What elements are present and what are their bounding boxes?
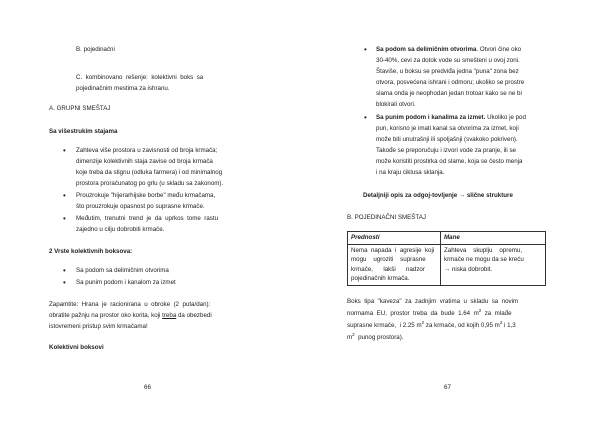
page-number-left: 66 (144, 384, 151, 391)
bullet-dot: • (364, 113, 367, 122)
bullet-3-line2: zajedno u cilju dobrobiti krmače. (76, 226, 165, 233)
right-item-1-line2: 30-40%, cevi za dotok vode su smešteni u ovoj zoni. (376, 57, 520, 64)
note-line3: istovremeni pristup svim krmačama! (49, 323, 148, 330)
variant-2: Sa punim podom i kanalom za izmet (76, 279, 176, 286)
subhead-multi-stalls: Sa višestrukim stajama (49, 128, 118, 135)
right-item-1-line1: Sa podom sa delimičnim otvorima. Otvori čine oko (376, 46, 522, 53)
right-item-2-line2: pun, korisno je imati kanal sa otvorima za izmet, koji (376, 125, 519, 132)
right-item-2-line1: Sa punim podom i kanalima za izmet. Ukoliko je pod (376, 114, 526, 121)
option-b: B. pojedinačni (76, 46, 115, 53)
pros-cons-table (347, 231, 546, 286)
bullet-1-line4: prostora proračunatog po grlu (u skladu sa zakonom). (76, 180, 224, 187)
right-item-1-line5: slama onda je neophodan jedan trotoar kako se ne bi (376, 90, 522, 97)
bullet-dot: • (63, 191, 66, 200)
section-b-heading: B. POJEDINAČNI SMEŠTAJ (347, 214, 426, 221)
option-c-line1: C. kombinovano rešenje: kolektivni boks sa (76, 74, 204, 81)
right-item-2-line4: Takođe se preporučuju i izvori vode za pranje, ili se (376, 147, 516, 154)
bullet-1-line1: Zahteva više prostora u zavisnosti od broja krmača; (76, 147, 218, 154)
note-line2: obratite pažnju na prostor oko korita, koji treba da obezbedi (49, 312, 212, 319)
bullet-1-line3: koje treba da stignu (odluka farmera) i od minimalnog (76, 169, 223, 176)
bullet-2-line2: što prouzrokuje opasnost po suprasne krmače. (76, 203, 205, 210)
bullet-dot: • (63, 266, 66, 275)
table-cell-pros: Nema napada i agresije koji mogu ugroziti suprasne krmače, lakši nadzor pojedinačnih krmača. (348, 244, 441, 285)
section-a-heading: A. GRUPNI SMEŠTAJ (49, 105, 111, 112)
bullet-dot: • (63, 146, 66, 155)
bullet-dot: • (63, 214, 66, 223)
bullet-dot: • (364, 45, 367, 54)
variant-1: Sa podom sa delimičnim otvorima (76, 267, 169, 274)
bullet-dot: • (63, 278, 66, 287)
right-item-1-line4: otvora, posvećena ishrani i odmoru; ukoliko se prostre (376, 79, 525, 86)
bullet-1-line2: dimenzije kolektivnih staja zavise od broja krmača (76, 158, 213, 165)
subhead-two-types: 2 Vrste kolektivnih boksova: (49, 248, 133, 255)
right-item-2-line3: može biti unutrašnji ili spoljašnji (svakoko pokriven). (376, 136, 518, 143)
note-line1: Zapamtite: Hrana je racionirana u obroke (2 puta/dan): (49, 301, 211, 308)
paragraph-line1: Boks tipa "kaveza" za zadnjim vratima u skladu sa novim (347, 298, 519, 305)
right-item-1-line6: blokirali otvori. (376, 101, 416, 108)
bullet-2-line1: Prouzrokuje "hijerarhijske borbe" među krmačama, (76, 192, 216, 199)
table-header-cons: Mane (441, 232, 546, 245)
paragraph-line3: suprasne krmače, i 2.25 $m^2$ za krmače, od kojih 0,95 $m^2$ i 1,3 (347, 319, 516, 329)
right-item-1-line3: Štaviše, u boksu se predviđa jedna "puna" zona bez (376, 68, 519, 75)
bullet-3-line1: Međutim, trenutni trend je da uprkos tome rastu (76, 215, 219, 222)
subhead-collective-boxes: Kolektivni boksovi (49, 344, 104, 351)
paragraph-line2: normama EU, prostor treba da bude 1.64 $m^2$ za mlađe (347, 307, 512, 317)
right-item-2-line6: i na kraju ciklusa sklanja. (376, 169, 445, 176)
table-cell-cons: Zahteva skuplju opremu, krmače ne mogu da se kreću → niska dobrobit. (441, 244, 546, 285)
paragraph-line4: $m^2$ punog prostora). (347, 331, 404, 341)
right-item-2-line5: može koristiti prostirka od slame, koja se često menja (376, 158, 523, 165)
table-header-pros: Prednosti (348, 232, 441, 245)
option-c-line2: pojedinačnim mestima za ishranu. (76, 85, 170, 92)
details-line: Detaljniji opis za odgoj-tovljenje → slične strukture (363, 192, 513, 199)
page-number-right: 67 (444, 384, 451, 391)
